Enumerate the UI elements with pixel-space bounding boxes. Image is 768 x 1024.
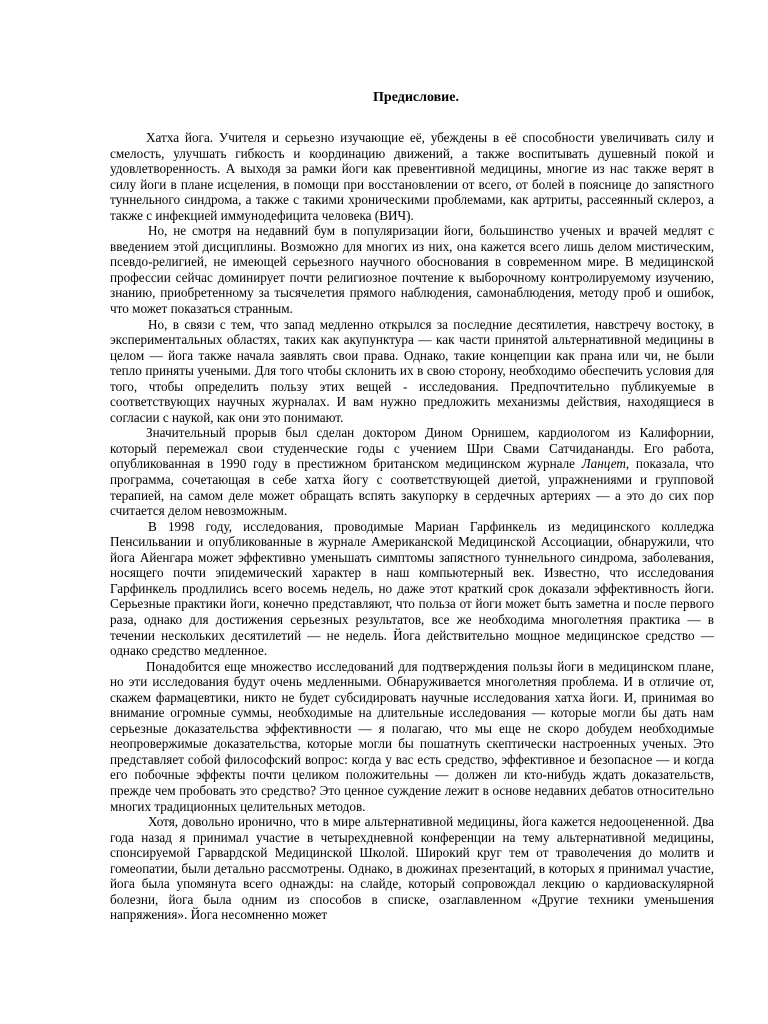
document-title: Предисловие. xyxy=(373,90,459,105)
document-page xyxy=(110,88,714,923)
journal-name: Ланцет xyxy=(581,456,626,472)
paragraph-text: Значительный прорыв был сделан доктором Дином Орнишем, кардиологом из Калифорнии, который перемежал свои студенческие годы с учением Шри Свами Сатчидананды. Его работа, опубликованная в 1990 году в престижном британском медицинском журнале xyxy=(110,425,714,472)
paragraph: Но, не смотря на недавний бум в популяризации йоги, большинство ученых и врачей медлят с введением этой дисциплины. Возможно для многих из них, она кажется всего лишь делом мистическим, псевдо-религией, не имеющей серьезного научного обоснования в современном мире. В медицинской профессии сейчас доминирует почти религиозное почтение к выборочному контролируемому изучению, знанию, приобретенному за тысячелетия прямого наблюдения, самонаблюдения, методу проб и ошибок, что может показаться странным. xyxy=(110,223,714,317)
paragraph: Хотя, довольно иронично, что в мире альтернативной медицины, йога кажется недооцененной. Два года назад я принимал участие в четырехдневной конференции на тему альтернативной медицины, спонсируемой Гарвардской Медицинской Школой. Широкий круг тем от траволечения до молитв и гомеопатии, были детально рассмотрены. Однако, в дюжинах презентаций, в которых я принимал участие, йога была упомянута всего однажды: на слайде, который сопровождал лекцию о кардиоваскулярной болезни, йога была одним из способов в списке, озаглавленном «Другие техники уменьшения напряжения». Йога несомненно может xyxy=(110,814,714,923)
paragraph: Понадобится еще множество исследований для подтверждения пользы йоги в медицинском плане, но эти исследования будут очень медленными. Обнаруживается многолетняя проблема. И в отличие от, скажем фармацевтики, никто не будет субсидировать научные исследования хатха йоги. И, принимая во внимание огромные суммы, необходимые на длительные исследования — которые могли бы дать нам серьезные доказательства эффективности — я полагаю, что мы еще не скоро добудем необходимые неопровержимые доказательства, которые могли бы пошатнуть скептически настроенных ученых. Это представляет собой философский вопрос: когда у вас есть средство, эффективное и безопасное — и когда его побочные эффекты почти целиком положительны — должен ли кто-нибудь ждать доказательств, прежде чем пробовать это средство? Это ценное суждение лежит в основе недавних дебатов относительно многих традиционных целительных методов. xyxy=(110,658,714,814)
paragraph: Но, в связи с тем, что запад медленно открылся за последние десятилетия, навстречу востоку, в экспериментальных областях, таких как акупунктура — как части принятой альтернативной медицины в целом — йога также начала заявлять свои права. Однако, такие концепции как прана или чи, не были тепло приняты учеными. Для того чтобы склонить их в свою сторону, необходимо обеспечить условия для того, чтобы определить пользу этих вещей - исследования. Предпочтительно публикуемые в соответствующих научных журналах. И вам нужно предложить механизмы действия, находящиеся в согласии с наукой, как они это понимают. xyxy=(110,316,714,425)
paragraph: Хатха йога. Учителя и серьезно изучающие её, убеждены в её способности увеличивать силу и смелость, улучшать гибкость и координацию движений, а также воспитывать душевный покой и удовлетворенность. А выходя за рамки йоги как превентивной медицины, многие из нас также верят в силу йоги в плане исцеления, в помощи при восстановлении от всего, от болей в пояснице до запястного туннельного синдрома, а также с такими хроническими проблемами, как артриты, рассеянный склероз, а также с инфекцией иммунодефицита человека (ВИЧ). xyxy=(110,130,714,223)
paragraph: В 1998 году, исследования, проводимые Мариан Гарфинкель из медицинского колледжа Пенсильвании и опубликованные в журнале Американской Медицинской Ассоциации, обнаружили, что йога Айенгара может эффективно уменьшать симптомы запястного туннельного синдрома, заболевания, носящего почти эпидемический характер в наш компьютерный век. Известно, что исследования Гарфинкель продлились всего восемь недель, но даже этот краткий срок доказали эффективность йоги. Серьезные практики йоги, конечно представляют, что польза от йоги может быть заметна и после первого раза, однако для достижения серьезных результатов, все же необходима многолетняя практика — в течении нескольких десятилетий — не недель. Йога действительно мощное медицинское средство — однако средство медленное. xyxy=(110,518,714,659)
paragraph xyxy=(110,425,714,518)
paragraph-text: , показала, что программа, сочетающая в себе хатха йогу с соответствующей диетой, упражнениями и групповой терапией, на самом деле может обращать вспять закупорку в сердечных артериях — а это до сих пор считается делом невозможным. xyxy=(110,456,715,519)
